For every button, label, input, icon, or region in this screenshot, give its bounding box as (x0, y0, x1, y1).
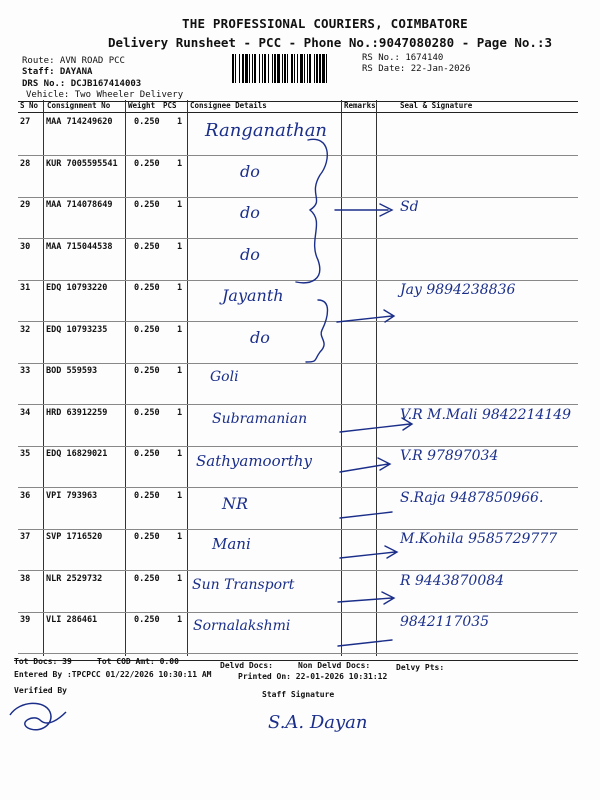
row-consignee-handwritten: do (240, 245, 260, 264)
row-pcs: 1 (177, 574, 183, 584)
row-sno: 28 (20, 159, 31, 169)
row-sno: 33 (20, 366, 31, 376)
row-consignee-handwritten: Jayanth (222, 286, 284, 305)
col-header-pcs: PCS (163, 101, 177, 110)
row-consignment-no: HRD 63912259 (46, 408, 108, 418)
row-consignment-no: SVP 1716520 (46, 532, 103, 542)
non-delivered-docs: Non Delvd Docs: (298, 661, 371, 670)
col-header-consignee: Consignee Details (190, 101, 267, 110)
col-header-remarks: Remarks (344, 101, 376, 110)
row-consignee-handwritten: Sornalakshmi (193, 618, 291, 634)
row-consignment-no: MAA 714249620 (46, 117, 113, 127)
row-sno: 35 (20, 449, 31, 459)
rs-date: RS Date: 22-Jan-2026 (362, 64, 471, 74)
row-pcs: 1 (177, 117, 183, 127)
row-pcs: 1 (177, 283, 183, 293)
row-seal-signature-handwritten: 9842117035 (400, 614, 490, 630)
delivery-points: Delvy Pts: (396, 663, 445, 672)
row-sno: 31 (20, 283, 31, 293)
rs-number: RS No.: 1674140 (362, 53, 444, 63)
row-weight: 0.250 (134, 615, 160, 625)
row-consignee-handwritten: Sun Transport (192, 577, 295, 593)
row-consignment-no: NLR 2529732 (46, 574, 103, 584)
route-label: Route: AVN ROAD PCC (22, 56, 125, 66)
row-pcs: 1 (177, 200, 183, 210)
row-pcs: 1 (177, 325, 183, 335)
row-seal-signature-handwritten: R 9443870084 (400, 573, 505, 589)
row-consignment-no: VLI 286461 (46, 615, 98, 625)
entered-by: Entered By :TPCPCC 01/22/2026 10:30:11 AM (14, 670, 212, 679)
staff-signature-handwritten: S.A. Dayan (268, 712, 368, 733)
row-pcs: 1 (177, 408, 183, 418)
row-sno: 38 (20, 574, 31, 584)
row-consignee-handwritten: Ranganathan (205, 120, 328, 141)
row-sno: 30 (20, 242, 31, 252)
row-sno: 37 (20, 532, 31, 542)
row-seal-signature-handwritten: S.Raja 9487850966. (400, 490, 544, 506)
row-seal-signature-handwritten: V.R M.Mali 9842214149 (400, 407, 572, 423)
row-seal-signature-handwritten: V.R 97897034 (400, 448, 499, 464)
row-pcs: 1 (177, 532, 183, 542)
row-consignee-handwritten: do (250, 328, 270, 347)
row-consignee-handwritten: Subramanian (212, 411, 308, 427)
row-pcs: 1 (177, 366, 183, 376)
row-weight: 0.250 (134, 325, 160, 335)
row-weight: 0.250 (134, 408, 160, 418)
runsheet-subtitle: Delivery Runsheet - PCC - Phone No.:9047080280 - Page No.:3 (108, 35, 553, 50)
total-cod-amount: Tot COD Amt: 0.00 (97, 657, 179, 666)
row-consignment-no: EDQ 16829021 (46, 449, 108, 459)
drs-number: DRS No.: DCJB167414003 (22, 79, 142, 89)
row-seal-signature-handwritten: Sd (400, 199, 419, 215)
row-consignment-no: VPI 793963 (46, 491, 98, 501)
row-weight: 0.250 (134, 283, 160, 293)
row-consignment-no: EDQ 10793220 (46, 283, 108, 293)
row-weight: 0.250 (134, 117, 160, 127)
row-weight: 0.250 (134, 159, 160, 169)
row-consignment-no: KUR 7005595541 (46, 159, 118, 169)
row-sno: 36 (20, 491, 31, 501)
row-weight: 0.250 (134, 491, 160, 501)
printed-on: Printed On: 22-01-2026 10:31:12 (238, 672, 388, 681)
row-weight: 0.250 (134, 366, 160, 376)
row-pcs: 1 (177, 491, 183, 501)
row-seal-signature-handwritten: Jay 9894238836 (400, 282, 516, 298)
verified-by-label: Verified By (14, 686, 67, 695)
row-weight: 0.250 (134, 532, 160, 542)
company-title: THE PROFESSIONAL COURIERS, COIMBATORE (182, 16, 468, 31)
row-sno: 39 (20, 615, 31, 625)
row-weight: 0.250 (134, 200, 160, 210)
row-pcs: 1 (177, 242, 183, 252)
row-pcs: 1 (177, 615, 183, 625)
delivered-docs: Delvd Docs: (220, 661, 273, 670)
row-consignee-handwritten: do (240, 203, 260, 222)
row-consignee-handwritten: Sathyamoorthy (196, 452, 312, 470)
row-weight: 0.250 (134, 242, 160, 252)
vehicle-label: Vehicle: Two Wheeler Delivery (26, 90, 184, 100)
row-weight: 0.250 (134, 574, 160, 584)
row-seal-signature-handwritten: M.Kohila 9585729777 (400, 531, 558, 547)
row-pcs: 1 (177, 159, 183, 169)
col-header-consignment: Consignment No (47, 101, 111, 110)
row-pcs: 1 (177, 449, 183, 459)
row-consignee-handwritten: NR (222, 494, 249, 513)
row-consignment-no: MAA 714078649 (46, 200, 113, 210)
staff-label: Staff: DAYANA (22, 67, 93, 77)
row-consignment-no: MAA 715044538 (46, 242, 113, 252)
total-docs: Tot Docs: 39 (14, 657, 72, 666)
row-consignee-handwritten: Goli (210, 369, 239, 385)
staff-signature-label: Staff Signature (262, 690, 335, 699)
col-header-weight: Weight (128, 101, 156, 110)
row-consignee-handwritten: do (240, 162, 260, 181)
col-header-seal: Seal & Signature (400, 101, 473, 110)
row-sno: 34 (20, 408, 31, 418)
col-header-sno: S No (20, 101, 39, 110)
row-consignment-no: EDQ 10793235 (46, 325, 108, 335)
row-weight: 0.250 (134, 449, 160, 459)
row-consignment-no: BOD 559593 (46, 366, 98, 376)
row-sno: 32 (20, 325, 31, 335)
row-sno: 29 (20, 200, 31, 210)
row-sno: 27 (20, 117, 31, 127)
row-consignee-handwritten: Mani (212, 535, 251, 553)
